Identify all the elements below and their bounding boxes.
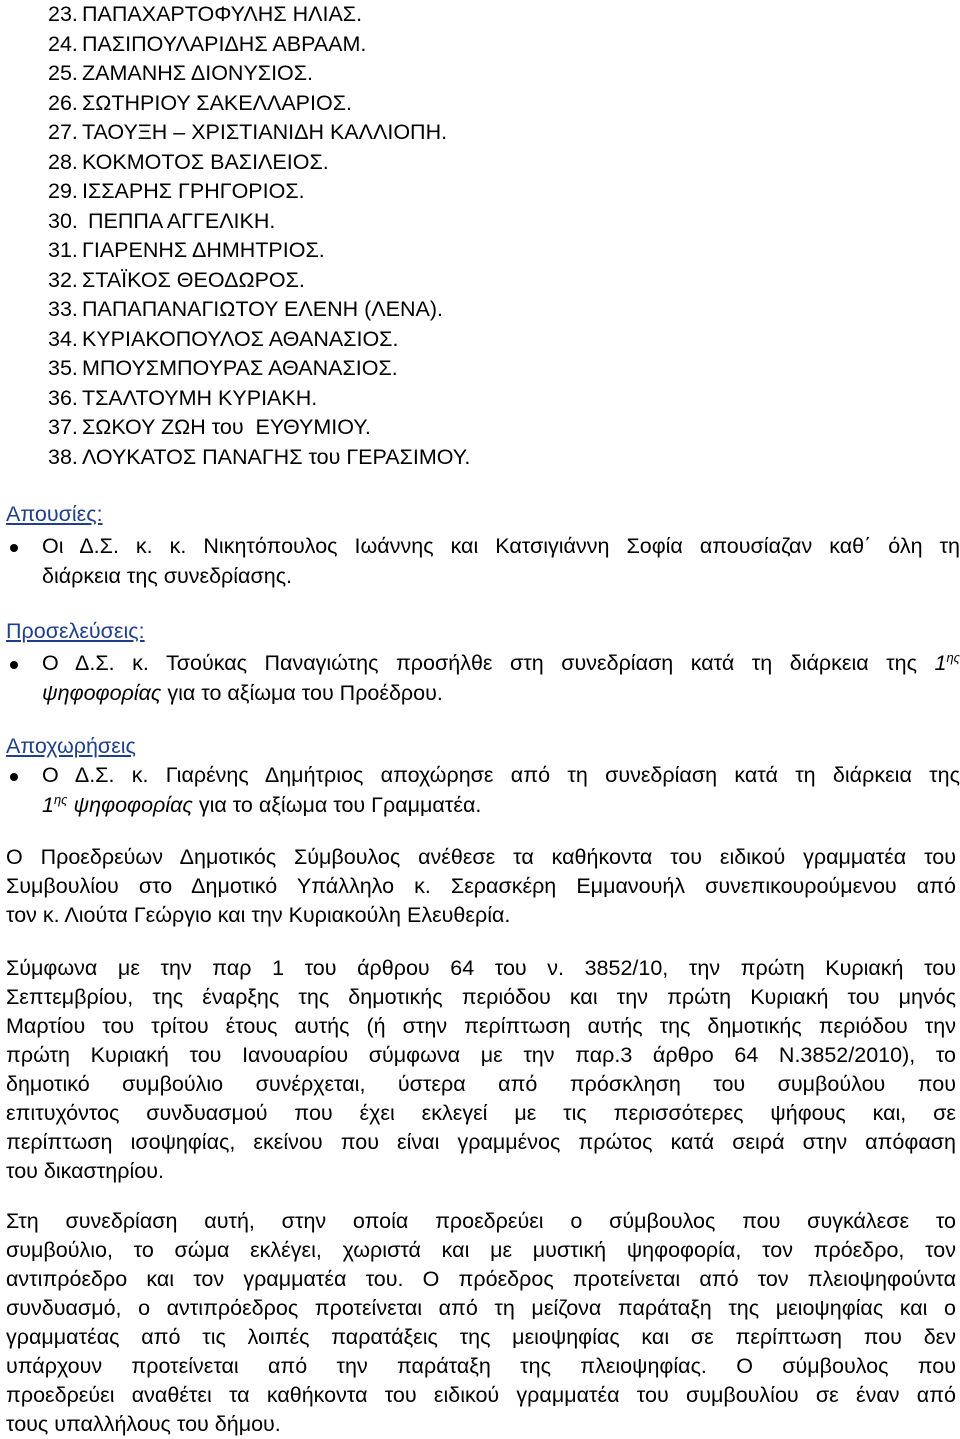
paragraph-line: Σεπτεμβρίου, της έναρξης της δημοτικής περιόδου και την πρώτη Κυριακή του μηνός xyxy=(6,985,956,1009)
member-list xyxy=(48,0,470,472)
absences-line-1: Οι Δ.Σ. κ. κ. Νικητόπουλος Ιωάννης και Κατσιγιάννη Σοφία απουσίαζαν καθ΄ όλη τη xyxy=(42,534,960,558)
member-name: ΓΙΑΡΕΝΗΣ ΔΗΜΗΤΡΙΟΣ. xyxy=(82,238,325,262)
member-name: ΜΠΟΥΣΜΠΟΥΡΑΣ ΑΘΑΝΑΣΙΟΣ. xyxy=(82,356,398,380)
member-item xyxy=(48,0,470,30)
ordinal-suffix: ης xyxy=(946,650,960,665)
member-item xyxy=(48,177,470,207)
member-number: 31. xyxy=(48,238,78,262)
member-item xyxy=(48,295,470,325)
ballot-word: ψηφοφορίας xyxy=(42,681,162,705)
member-number: 23. xyxy=(48,2,78,26)
member-item xyxy=(48,354,470,384)
paragraph-line: Σύμφωνα με την παρ 1 του άρθρου 64 του ν. 3852/10, την πρώτη Κυριακή του xyxy=(6,956,956,980)
arrivals-line-2 xyxy=(42,678,960,708)
arrivals-text-rest: για το αξίωμα του Προέδρου. xyxy=(161,681,443,705)
departures-heading: Αποχωρήσεις xyxy=(6,734,136,758)
paragraph-line: τους υπαλλήλους του δήμου. xyxy=(6,1412,281,1436)
paragraph-line: προεδρεύει αναθέτει τα καθήκοντα του ειδικού γραμματέα του συμβουλίου σε έναν από xyxy=(6,1383,956,1407)
departures-line-1: Ο Δ.Σ. κ. Γιαρένης Δημήτριος αποχώρησε από τη συνεδρίαση κατά τη διάρκεια της xyxy=(42,763,960,787)
paragraph-line: περίπτωση ισοψηφίας, εκείνου που είναι γραμμένος πρώτος κατά σειρά στην απόφαση xyxy=(6,1130,956,1154)
member-name: ΠΑΣΙΠΟΥΛΑΡΙΔΗΣ ΑΒΡΑΑΜ. xyxy=(82,31,367,56)
paragraph-line: συνδυασμό, ο αντιπρόεδρος προτείνεται από τη μείζονα παράταξη της μειοψηφίας και ο xyxy=(6,1296,956,1320)
ordinal-number: 1 xyxy=(42,793,54,817)
member-item xyxy=(48,89,470,119)
departures-line-2 xyxy=(42,790,960,820)
bullet-icon xyxy=(10,773,18,781)
member-number: 24. xyxy=(48,31,78,56)
member-name: ΖΑΜΑΝΗΣ ΔΙΟΝΥΣΙΟΣ. xyxy=(82,61,314,85)
member-name: ΠΕΠΠΑ ΑΓΓΕΛΙΚΗ. xyxy=(82,208,276,233)
member-number: 35. xyxy=(48,356,78,380)
paragraph-election xyxy=(6,1207,956,1439)
member-number: 34. xyxy=(48,326,78,351)
member-name: ΣΩΤΗΡΙΟΥ ΣΑΚΕΛΛΑΡΙΟΣ. xyxy=(82,90,352,115)
ordinal-suffix: ης xyxy=(53,792,68,807)
member-number: 27. xyxy=(48,120,78,144)
member-name: ΠΑΠΑΧΑΡΤΟΦΥΛΗΣ ΗΛΙΑΣ. xyxy=(82,2,363,26)
paragraph-line: συμβούλιο, το σώμα εκλέγει, χωριστά και με μυστική ψηφοφορία, τον πρόεδρο, τον xyxy=(6,1238,956,1262)
bullet-icon xyxy=(10,544,18,552)
member-item xyxy=(48,413,470,443)
member-number: 33. xyxy=(48,297,78,321)
member-number: 30. xyxy=(48,208,78,233)
member-name: ΚΟΚΜΟΤΟΣ ΒΑΣΙΛΕΙΟΣ. xyxy=(82,149,329,174)
absences-line-2: διάρκεια της συνεδρίασης. xyxy=(42,564,293,588)
member-item xyxy=(48,118,470,148)
paragraph-line: γραμματέας από τις λοιπές παρατάξεις της μειοψηφίας και σε περίπτωση που δεν xyxy=(6,1325,956,1349)
ordinal-number: 1 xyxy=(934,651,947,675)
paragraph-line: Στη συνεδρίαση αυτή, στην οποία προεδρεύει ο σύμβουλος που συγκάλεσε το xyxy=(6,1209,956,1233)
member-name: ΣΤΑΪΚΟΣ ΘΕΟΔΩΡΟΣ. xyxy=(82,267,305,292)
paragraph-line: επιτυχόντος συνδυασμού που έχει εκλεγεί με τις περισσότερες ψήφους και, σε xyxy=(6,1101,956,1125)
member-item xyxy=(48,207,470,237)
member-number: 38. xyxy=(48,444,78,469)
member-item xyxy=(48,384,470,414)
paragraph-line: Μαρτίου του τρίτου έτους αυτής (ή στην περίπτωση αυτής της δημοτικής περιόδου την xyxy=(6,1014,956,1038)
member-number: 28. xyxy=(48,149,78,174)
member-item xyxy=(48,30,470,60)
absences-heading: Απουσίες: xyxy=(6,502,103,526)
paragraph-line: υπάρχουν προτείνεται από την παράταξη της πλειοψηφίας. Ο σύμβουλος που xyxy=(6,1354,956,1378)
paragraph-line: του δικαστηρίου. xyxy=(6,1159,164,1183)
member-name: ΣΩΚΟΥ ΖΩΗ του ΕΥΘΥΜΙΟΥ. xyxy=(82,415,371,439)
member-number: 32. xyxy=(48,267,78,292)
member-item xyxy=(48,443,470,473)
paragraph-line: αντιπρόεδρο και τον γραμματέα του. Ο πρόεδρος προτείνεται από τον πλειοψηφούντα xyxy=(6,1267,956,1291)
member-name: ΤΣΑΛΤΟΥΜΗ ΚΥΡΙΑΚΗ. xyxy=(82,385,318,410)
member-number: 26. xyxy=(48,90,78,115)
paragraph-line: Συμβουλίου στο Δημοτικό Υπάλληλο κ. Σερασκέρη Εμμανουήλ συνεπικουρούμενου από xyxy=(6,874,956,898)
member-name: ΚΥΡΙΑΚΟΠΟΥΛΟΣ ΑΘΑΝΑΣΙΟΣ. xyxy=(82,326,399,351)
bullet-icon xyxy=(10,661,18,669)
paragraph-line: Ο Προεδρεύων Δημοτικός Σύμβουλος ανέθεσε τα καθήκοντα του ειδικού γραμματέα του xyxy=(6,845,956,869)
member-item xyxy=(48,59,470,89)
paragraph-line: δημοτικό συμβούλιο συνέρχεται, ύστερα από πρόσκληση του συμβούλου που xyxy=(6,1072,956,1096)
paragraph-line: πρώτη Κυριακή του Ιανουαρίου σύμφωνα με την παρ.3 άρθρο 64 Ν.3852/2010), το xyxy=(6,1043,956,1067)
member-item xyxy=(48,325,470,355)
paragraph-line: τον κ. Λιούτα Γεώργιο και την Κυριακούλη Ελευθερία. xyxy=(6,903,511,927)
member-item xyxy=(48,148,470,178)
member-name: ΛΟΥΚΑΤΟΣ ΠΑΝΑΓΗΣ του ΓΕΡΑΣΙΜΟΥ. xyxy=(82,444,471,469)
arrivals-line-1 xyxy=(42,648,960,678)
member-name: ΙΣΣΑΡΗΣ ΓΡΗΓΟΡΙΟΣ. xyxy=(82,179,305,203)
arrivals-heading: Προσελεύσεις: xyxy=(6,619,145,643)
paragraph-secretary xyxy=(6,843,956,930)
member-number: 36. xyxy=(48,385,78,410)
member-item xyxy=(48,266,470,296)
member-number: 37. xyxy=(48,415,78,439)
member-number: 25. xyxy=(48,61,78,85)
departures-text-rest: για το αξίωμα του Γραμματέα. xyxy=(192,793,482,817)
paragraph-law xyxy=(6,954,956,1186)
member-item xyxy=(48,236,470,266)
member-number: 29. xyxy=(48,179,78,203)
member-name: ΠΑΠΑΠΑΝΑΓΙΩΤΟΥ ΕΛΕΝΗ (ΛΕΝΑ). xyxy=(82,297,443,321)
member-name: ΤΑΟΥΞΗ – ΧΡΙΣΤΙΑΝΙΔΗ ΚΑΛΛΙΟΠΗ. xyxy=(82,120,448,144)
ballot-word: ψηφοφορίας xyxy=(67,793,193,817)
arrivals-text: Ο Δ.Σ. κ. Τσούκας Παναγιώτης προσήλθε στη συνεδρίαση κατά τη διάρκεια της xyxy=(42,651,935,675)
